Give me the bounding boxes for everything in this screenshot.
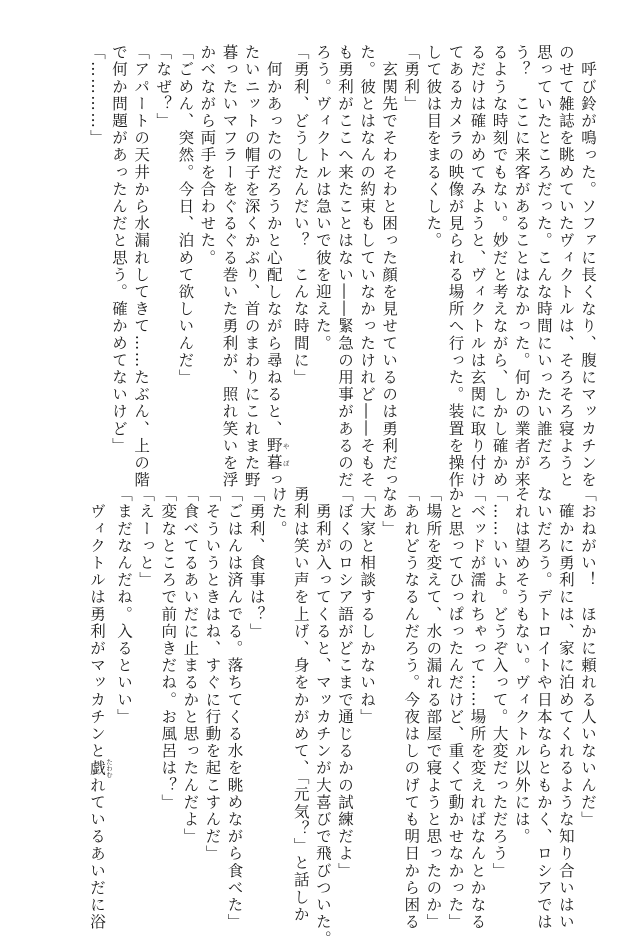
text-line: 「まだなんだね。入るといい」 [115, 486, 134, 726]
text-line: るような時刻でもない。妙だと考えながら、しかし確かめ [490, 44, 509, 489]
text-line: 「大家と相談するしかないね」 [358, 486, 377, 726]
text-line-with-ruby: ヴィクトルは勇利がマッカチンと戯 たわむれているあいだに浴 [87, 486, 113, 931]
text-line: 勇利が入ってくると、マッカチンが大喜びで飛びついた。 [313, 486, 332, 948]
text-line: 思っていたところだった。こんな時間にいったい誰だろ [534, 44, 553, 472]
text-line: 「ごめん、突然。今日、泊めて欲しいんだ」 [176, 44, 195, 386]
text-line: して彼は目をまるくした。 [424, 44, 443, 250]
text-line: 「あれどうなるんだろう。今夜はしのげても明日から困る [402, 486, 421, 931]
text-line: かと思ってひっぱったんだけど、重くて動かせなかった」 [446, 486, 465, 931]
text-line: 確かに勇利には、家に泊めてくれるような知り合いはい [556, 486, 575, 931]
text-line: も勇利がここへ来たことはない――緊急の用事があるのだ [335, 44, 354, 489]
ruby-yabo: 野暮 やぼ [264, 437, 290, 472]
text-line: 「場所を変えて、水の漏れる部屋で寝ようと思ったのか」 [424, 486, 443, 931]
text-line: るだけは確かめてみようと、ヴィクトルは玄関に取り付け [468, 44, 487, 489]
text-line: 「ベッドが濡れちゃって……場所を変えればなんとかなる [468, 486, 487, 931]
text-line: 「おねがい！ ほかに頼れる人いないんだ」 [579, 486, 597, 828]
text-line: 「…………」 [87, 44, 106, 147]
text-line: それは望めそうもない。ヴィクトル以外には。 [512, 486, 531, 846]
text-line: 「そういうときはね、すぐに行動を起こすんだ」 [203, 486, 222, 863]
text-line: 「勇利」 [402, 44, 421, 113]
text-line: 暮ったいマフラーをぐるぐる巻いた勇利が、照れ笑いを浮 [220, 44, 239, 489]
text-line: 「ごはんは済んでる。落ちてくる水を眺めながら食べた」 [225, 486, 244, 931]
text-line: で何か問題があったんだと思う。確かめてないけど」 [110, 44, 129, 455]
text-line: ないだろう。デトロイトや日本ならともかく、ロシアでは [534, 486, 553, 931]
text-line: 「なぜ？」 [154, 44, 173, 130]
text-line-with-ruby: 何かあったのだろうかと心配しながら尋ねると、野暮 やぼっ [264, 44, 290, 489]
text-line: 玄関先でそわそわと困った顔を見せているのは勇利だっ [380, 44, 399, 489]
text-line: 「ぼくのロシア語がどこまで通じるかの試練だよ」 [335, 486, 354, 880]
text-line: 「えーっと」 [137, 486, 156, 589]
text-line: てあるカメラの映像が見られる場所へ行った。装置を操作 [446, 44, 465, 489]
text-line: たいニットの帽子を深くかぶり、首のまわりにこれまた野 [242, 44, 261, 489]
text-block-lower [24, 486, 599, 948]
text-line: なあ」 [380, 486, 399, 538]
text-line: 勇利は笑い声を上げ、身をかがめて、「元気？」と話しか [291, 486, 310, 923]
text-line: う？ ここに来客があることはなかった。何かの業者が来 [512, 44, 531, 489]
text-line: 「食べてるあいだに止まるかと思ったんだよ」 [181, 486, 200, 846]
text-line: 「勇利、食事は？」 [247, 486, 266, 640]
text-line: かべながら両手を合わせた。 [198, 44, 217, 267]
text-line: 「……いいよ。どうぞ入って。大変だっただろう」 [490, 486, 509, 880]
text-line: 呼び鈴が鳴った。ソファに長くなり、腹にマッカチンを [579, 44, 597, 489]
text-line: のせて雑誌を眺めていたヴィクトルは、そろそろ寝ようと [556, 44, 575, 489]
text-block-upper [24, 44, 599, 489]
text-line: 「変なところで前向きだね。お風呂は？」 [159, 486, 178, 811]
text-line: た。彼とはなんの約束もしていなかったけれど――そもそ [358, 44, 377, 489]
text-line: けた。 [269, 486, 288, 538]
text-line: 「アパートの天井から水漏れしてきて……たぶん、上の階 [132, 44, 151, 489]
text-line: 「勇利、どうしたんだい？ こんな時間に」 [291, 44, 310, 386]
ruby-tawamure: 戯 たわむ [87, 758, 113, 778]
text-line: ろう。ヴィクトルは急いで彼を迎えた。 [313, 44, 332, 352]
